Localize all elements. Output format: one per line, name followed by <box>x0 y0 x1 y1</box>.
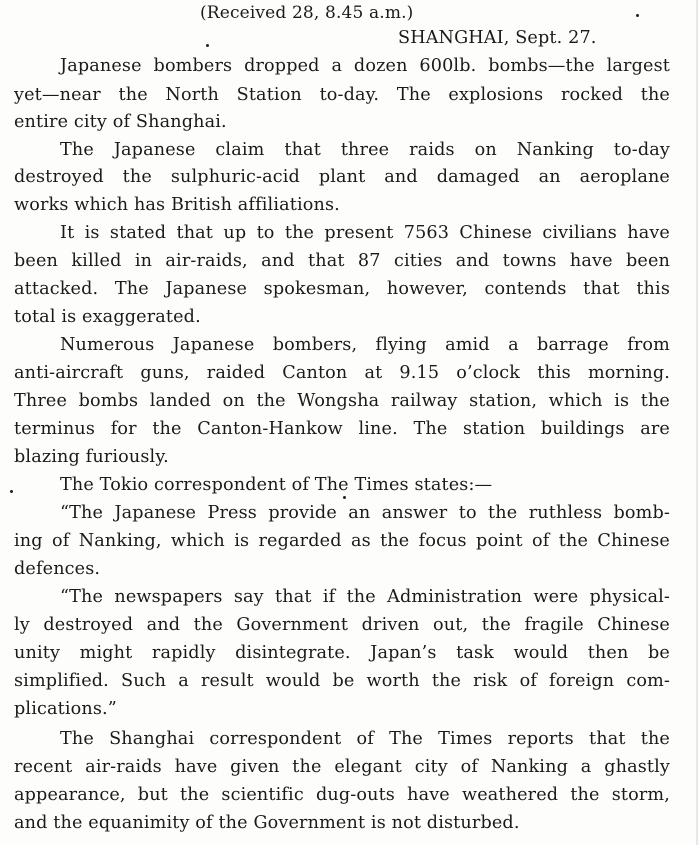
print-speck <box>206 44 209 47</box>
paragraph-7-line-1: “The newspapers say that if the Administration were physical- <box>60 587 670 607</box>
paragraph-8-line-4: and the equanimity of the Government is not disturbed. <box>14 813 520 833</box>
page-edge <box>696 0 698 845</box>
paragraph-7-line-2: ly destroyed and the Government driven out, the fragile Chinese <box>14 615 670 635</box>
paragraph-4-line-1: Numerous Japanese bombers, flying amid a barrage from <box>60 335 670 355</box>
paragraph-1-line-1: Japanese bombers dropped a dozen 600lb. bombs—the largest <box>60 56 670 76</box>
dateline: SHANGHAI, Sept. 27. <box>398 28 597 48</box>
paragraph-4-line-4: terminus for the Canton-Hankow line. The station buildings are <box>14 419 670 439</box>
paragraph-7-line-4: simplified. Such a result would be worth the risk of foreign com- <box>14 671 670 691</box>
paragraph-1-line-2: yet—near the North Station to-day. The explosions rocked the <box>14 85 670 105</box>
paragraph-4-line-2: anti-aircraft guns, raided Canton at 9.15 o’clock this morning. <box>14 363 670 383</box>
received-note: (Received 28, 8.45 a.m.) <box>200 3 414 23</box>
paragraph-6-line-3: defences. <box>14 559 101 579</box>
paragraph-6-line-1: “The Japanese Press provide an answer to the ruthless bomb- <box>60 503 670 523</box>
print-speck <box>636 14 639 17</box>
print-speck <box>343 496 346 499</box>
paragraph-7-line-5: plications.” <box>14 699 117 719</box>
print-speck <box>10 490 13 493</box>
paragraph-6-line-2: ing of Nanking, which is regarded as the focus point of the Chinese <box>14 531 670 551</box>
paragraph-3-line-3: attacked. The Japanese spokesman, however, contends that this <box>14 279 670 299</box>
paragraph-3-line-2: been killed in air-raids, and that 87 cities and towns have been <box>14 251 670 271</box>
paragraph-8-line-2: recent air-raids have given the elegant city of Nanking a ghastly <box>14 757 670 777</box>
paragraph-8-line-3: appearance, but the scientific dug-outs have weathered the storm, <box>14 785 670 805</box>
paragraph-2-line-3: works which has British affiliations. <box>14 195 340 215</box>
paragraph-3-line-4: total is exaggerated. <box>14 307 201 327</box>
paragraph-5-line-1: The Tokio correspondent of The Times states:— <box>60 475 493 495</box>
paragraph-4-line-3: Three bombs landed on the Wongsha railway station, which is the <box>14 391 670 411</box>
paragraph-8-line-1: The Shanghai correspondent of The Times reports that the <box>60 729 670 749</box>
paragraph-1-line-3: entire city of Shanghai. <box>14 112 227 132</box>
paragraph-7-line-3: unity might rapidly disintegrate. Japan’s task would then be <box>14 643 670 663</box>
paragraph-3-line-1: It is stated that up to the present 7563 Chinese civilians have <box>60 223 670 243</box>
paragraph-2-line-2: destroyed the sulphuric-acid plant and damaged an aeroplane <box>14 167 670 187</box>
paragraph-4-line-5: blazing furiously. <box>14 447 169 467</box>
paragraph-2-line-1: The Japanese claim that three raids on Nanking to-day <box>60 140 670 160</box>
